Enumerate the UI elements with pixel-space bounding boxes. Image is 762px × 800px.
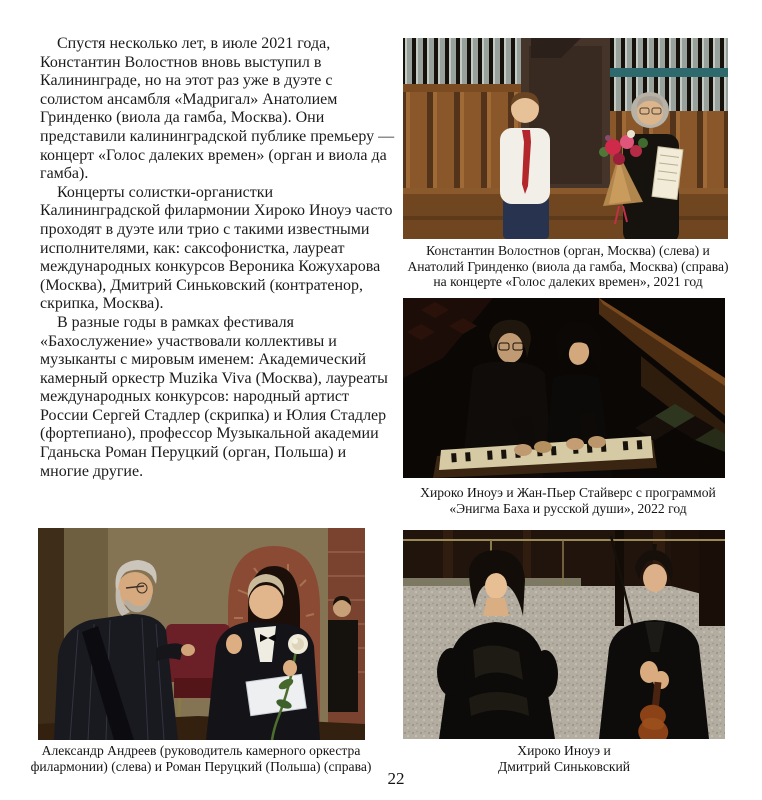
article-text (40, 35, 396, 481)
caption-line: Александр Андреев (руководитель камерного оркестра (41, 743, 361, 758)
photo-inoue-staiers-image (403, 298, 725, 478)
photo-inoue-staiers (403, 298, 725, 478)
caption-line: на концерте «Голос далеких времен», 2021 год (433, 274, 703, 290)
photo-andreev-perucki-image (38, 528, 365, 740)
paragraph-1: Спустя несколько лет, в июле 2021 года, Константин Волостнов вновь выступил в Калининграде, но на этот раз уже в дуэте с солистом ансамбля «Мадригал» Анатолием Гринденко (виола да гамба, Москва). Они представили калининградской публике премьеру — концерт «Голос далеких времен» (орган и виола да гамба). (40, 35, 395, 183)
caption-line: филармонии) (слева) и Роман Перуцкий (Польша) (справа) (30, 758, 372, 774)
photo-volostnov-grindenko-image (403, 38, 728, 239)
paragraph-3: В разные годы в рамках фестиваля «Бахослужение» участвовали коллективы и музыканты с мировым именем: Академический камерный оркестр Muzika Viva (Москва), лауреаты международных конкурсов: народный артист России Сергей Стадлер (скрипка) и Юлия Стадлер (фортепиано), профессор Музыкальной академии Гданьска Роман Перуцкий (орган, Польша) и многие другие. (40, 313, 388, 480)
caption-line: «Энигма Баха и русской души», 2022 год (449, 500, 687, 516)
caption-fig2 (385, 485, 751, 516)
photo-volostnov-grindenko (403, 38, 728, 239)
photo-inoue-sinkovsky-image (403, 530, 725, 739)
caption-line: Хироко Иноуэ и Жан-Пьер Стайверс с программой (420, 485, 716, 500)
caption-line: Дмитрий Синьковский (497, 758, 631, 774)
caption-line: Хироко Иноуэ и (517, 743, 611, 758)
caption-fig1 (385, 243, 751, 290)
photo-andreev-perucki (38, 528, 365, 740)
caption-line: Анатолий Гринденко (виола да гамба, Москва) (справа) (407, 258, 729, 274)
caption-line: Константин Волостнов (орган, Москва) (слева) и (426, 243, 710, 258)
paragraph-2: Концерты солистки-органистки Калининградской филармонии Хироко Иноуэ часто проходят в дуэте или трио с такими известными исполнителями, как: саксофонистка, лауреат международных конкурсов Вероника Кожухарова (Москва), Дмитрий Синьковский (контратенор, скрипка, Москва). (40, 183, 393, 313)
photo-inoue-sinkovsky (403, 530, 725, 739)
page-number: 22 (387, 769, 405, 788)
